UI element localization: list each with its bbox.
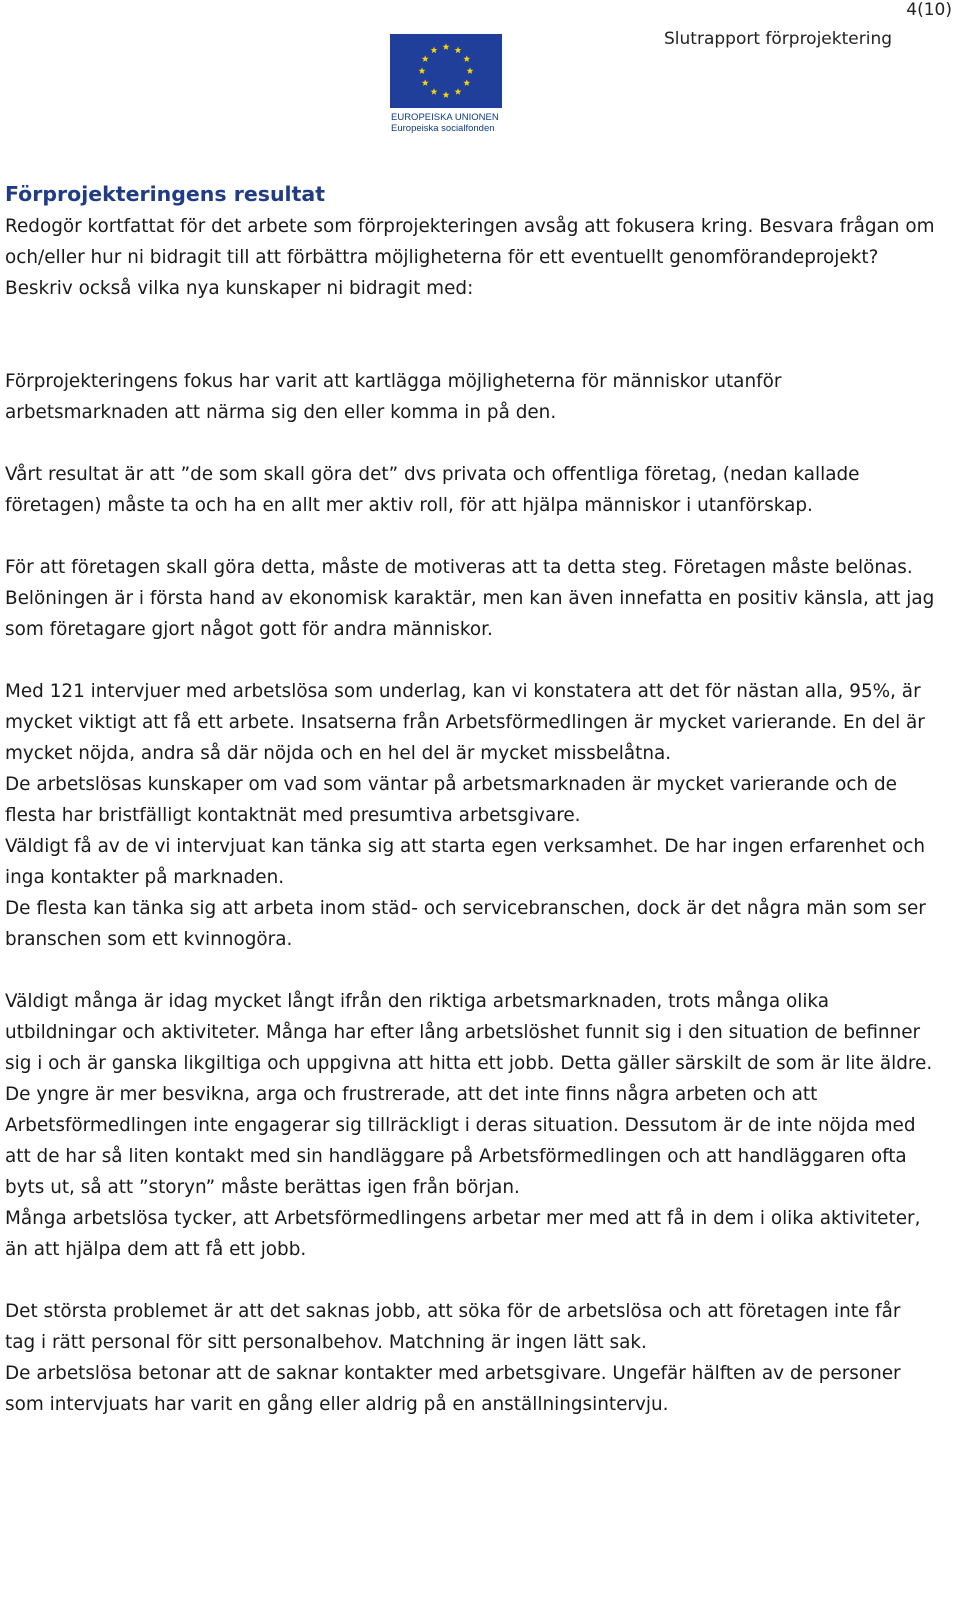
section-prompt: Redogör kortfattat för det arbete som förprojekteringen avsåg att fokusera kring. Besvara frågan om och/eller hur ni bidragit till att förbättra möjligheterna för ett eventuellt genomförandeprojekt? Beskriv också vilka nya kunskaper ni bidragit med:	[5, 216, 935, 299]
paragraph: De yngre är mer besvikna, arga och frustrerade, att det inte finns några arbeten och att Arbetsförmedlingen inte engagerar sig tillräckligt i deras situation. Dessutom är de inte nöjda med att de har så liten kontakt med sin handläggare på Arbetsförmedlingen och att handläggaren ofta byts ut, så att ”storyn” måste berättas igen från början.	[5, 1084, 916, 1198]
report-title: Slutrapport förprojektering	[664, 29, 893, 49]
paragraph: Vårt resultat är att ”de som skall göra det” dvs privata och offentliga företag, (nedan kallade företagen) måste ta och ha en allt mer aktiv roll, för att hjälpa människor i utanförskap.	[5, 464, 860, 516]
section-heading: Förprojekteringens resultat	[5, 182, 326, 206]
paragraph: De arbetslösa betonar att de saknar kontakter med arbetsgivare. Ungefär hälften av de personer som intervjuats har varit en gång eller aldrig på en anställningsintervju.	[5, 1363, 901, 1415]
paragraph: Väldigt få av de vi intervjuat kan tänka sig att starta egen verksamhet. De har ingen erfarenhet och inga kontakter på marknaden.	[5, 836, 926, 888]
paragraph: Med 121 intervjuer med arbetslösa som underlag, kan vi konstatera att det för nästan alla, 95%, är mycket viktigt att få ett arbete. Insatserna från Arbetsförmedlingen är mycket varierande. En del är mycket nöjda, andra så där nöjda och en hel del är mycket missbelåtna.	[5, 681, 925, 764]
paragraph: De flesta kan tänka sig att arbeta inom städ- och servicebranschen, dock är det några män som ser branschen som ett kvinnogöra.	[5, 898, 926, 950]
paragraph: Väldigt många är idag mycket långt ifrån den riktiga arbetsmarknaden, trots många olika utbildningar och aktiviteter. Många har efter lång arbetslöshet funnit sig i den situation de befinner sig i och är ganska likgiltiga och uppgivna att hitta ett jobb. Detta gäller särskilt de som är lite äldre.	[5, 991, 933, 1074]
eu-flag-icon	[390, 34, 502, 108]
paragraph: Belöningen är i första hand av ekonomisk karaktär, men kan även innefatta en positiv känsla, att jag som företagare gjort något gott för andra människor.	[5, 588, 935, 640]
paragraph: De arbetslösas kunskaper om vad som väntar på arbetsmarknaden är mycket varierande och de flesta har bristfälligt kontaktnät med presumtiva arbetsgivare.	[5, 774, 897, 826]
document-body	[5, 177, 935, 1420]
paragraph: Det största problemet är att det saknas jobb, att söka för de arbetslösa och att företagen inte får tag i rätt personal för sitt personalbehov. Matchning är ingen lätt sak.	[5, 1301, 901, 1353]
eu-logo	[390, 34, 502, 134]
page-number: 4(10)	[906, 0, 952, 20]
paragraph: Förprojekteringens fokus har varit att kartlägga möjligheterna för människor utanför arbetsmarknaden att närma sig den eller komma in på den.	[5, 371, 782, 423]
eu-logo-line2: Europeiska socialfonden	[391, 123, 495, 134]
paragraph: För att företagen skall göra detta, måste de motiveras att ta detta steg. Företagen måste belönas.	[5, 557, 913, 578]
paragraph: Många arbetslösa tycker, att Arbetsförmedlingens arbetar mer med att få in dem i olika aktiviteter, än att hjälpa dem att få ett jobb.	[5, 1208, 921, 1260]
eu-logo-line1: EUROPEISKA UNIONEN	[391, 112, 499, 123]
